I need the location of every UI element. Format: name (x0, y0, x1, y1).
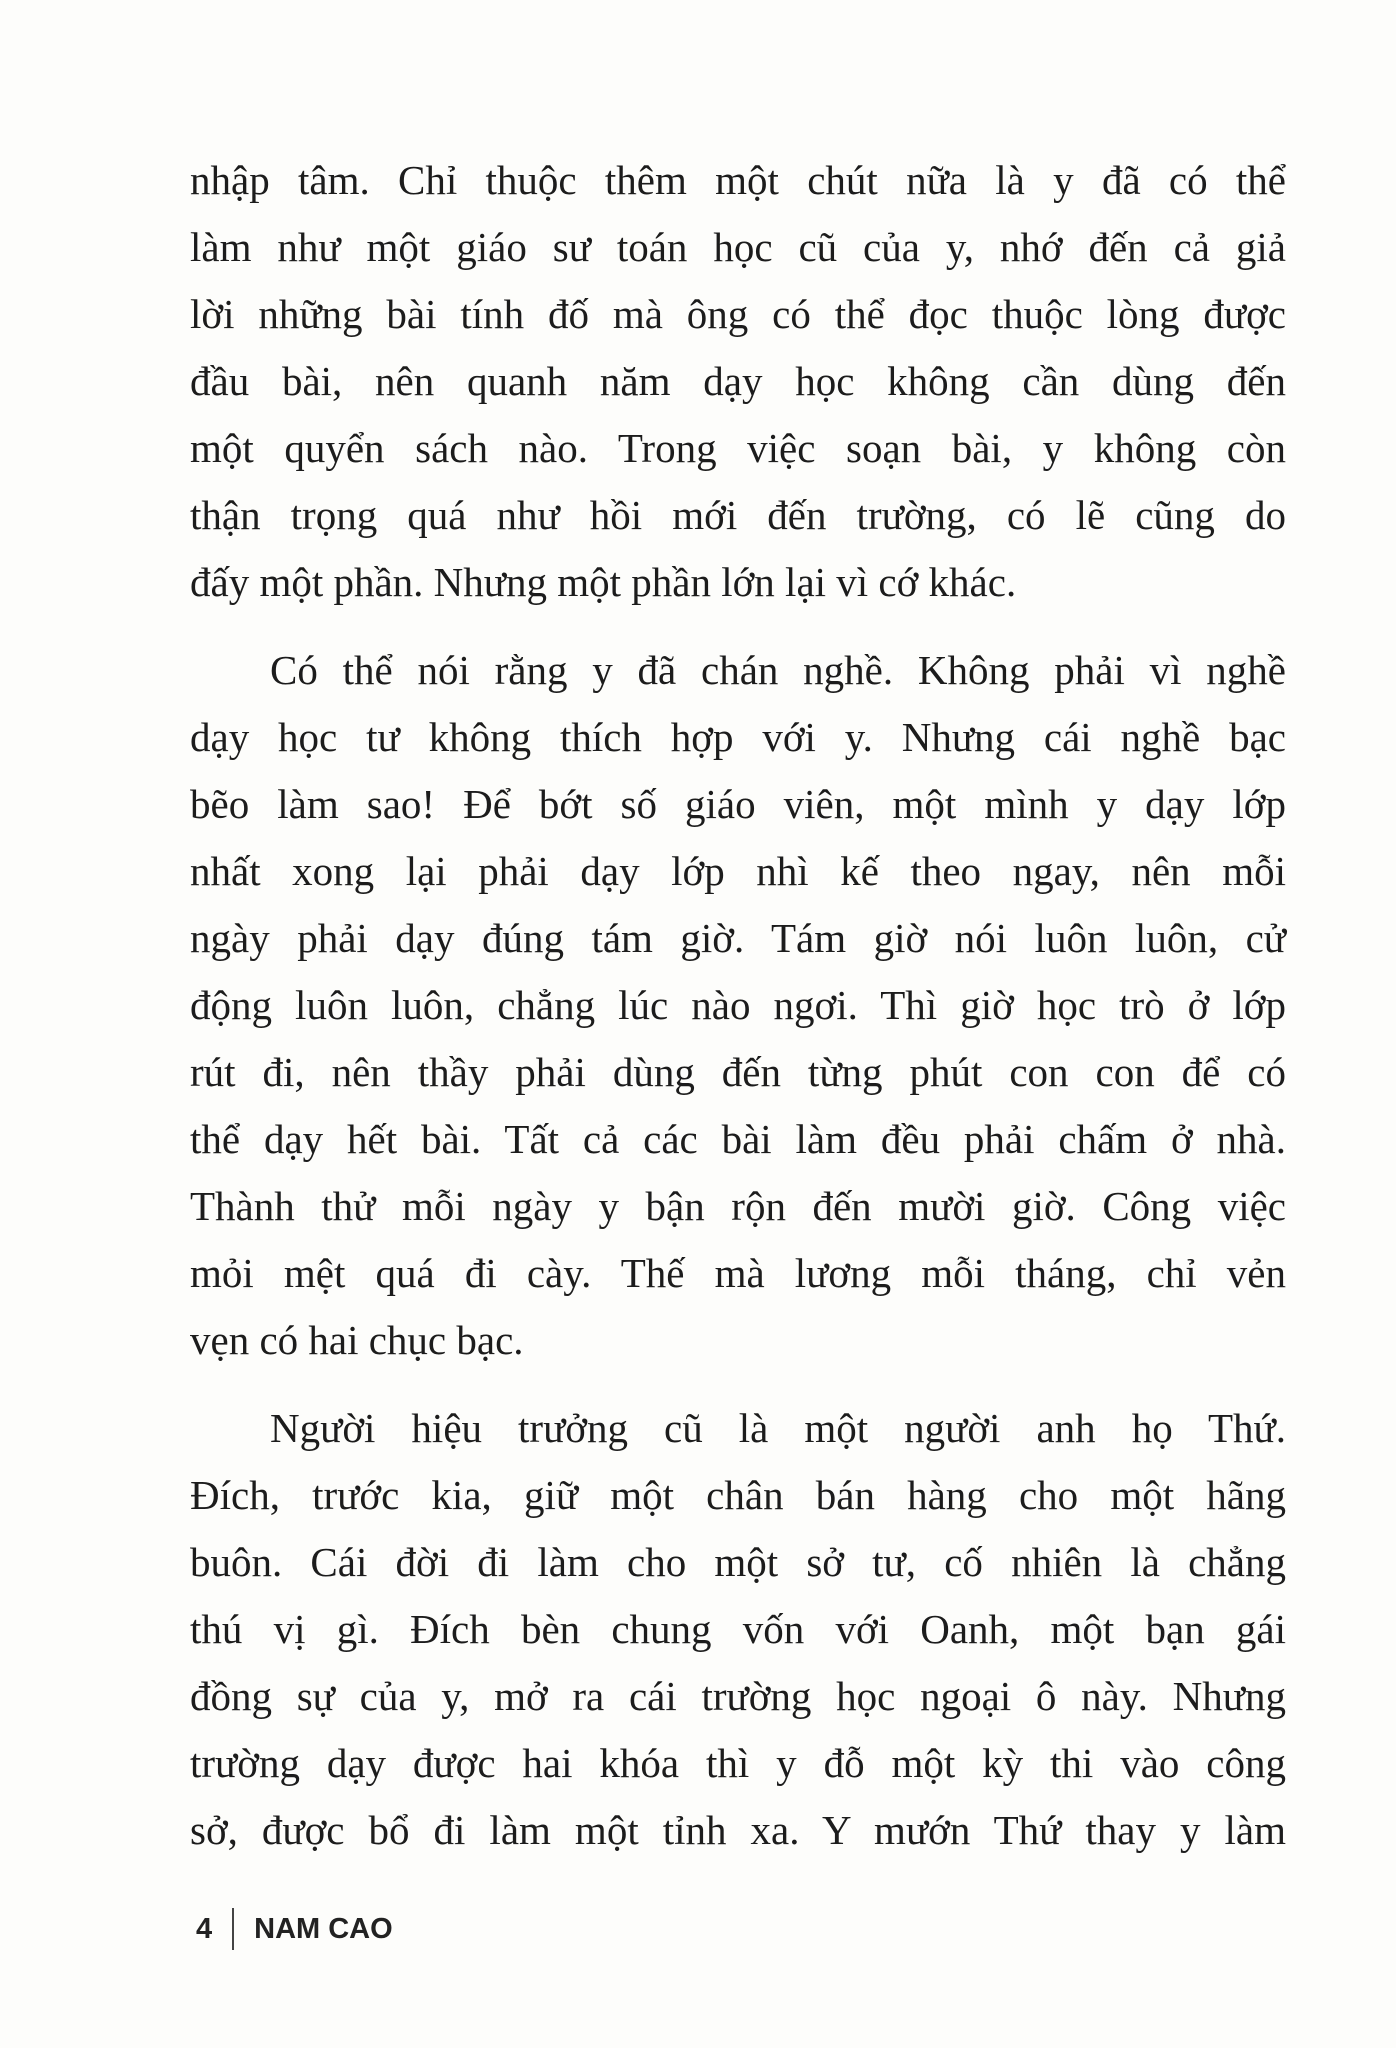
text-line: dạy học tư không thích hợp với y. Nhưng cái nghề bạc (190, 714, 1286, 760)
page-footer (196, 1908, 393, 1950)
text-line: buôn. Cái đời đi làm cho một sở tư, cố nhiên là chẳng (190, 1539, 1286, 1585)
page-number: 4 (196, 1912, 213, 1945)
text-line: rút đi, nên thầy phải dùng đến từng phút con con để có (190, 1049, 1286, 1095)
text-line: Thành thử mỗi ngày y bận rộn đến mười giờ. Công việc (190, 1183, 1286, 1229)
text-line: nhập tâm. Chỉ thuộc thêm một chút nữa là y đã có thể (190, 157, 1286, 203)
text-line: đấy một phần. Nhưng một phần lớn lại vì cớ khác. (190, 559, 1017, 605)
text-line: thú vị gì. Đích bèn chung vốn với Oanh, một bạn gái (190, 1606, 1286, 1652)
text-line: ngày phải dạy đúng tám giờ. Tám giờ nói luôn luôn, cử (190, 915, 1286, 961)
text-line: trường dạy được hai khóa thì y đỗ một kỳ thi vào công (190, 1740, 1286, 1786)
text-line: lời những bài tính đố mà ông có thể đọc thuộc lòng được (190, 291, 1286, 337)
paragraph-2 (190, 637, 1286, 1374)
text-line: làm như một giáo sư toán học cũ của y, nhớ đến cả giả (190, 224, 1286, 270)
text-line: một quyển sách nào. Trong việc soạn bài, y không còn (190, 425, 1286, 471)
text-line: sở, được bổ đi làm một tỉnh xa. Y mướn Thứ thay y làm (190, 1807, 1286, 1853)
text-line: mỏi mệt quá đi cày. Thế mà lương mỗi tháng, chỉ vẻn (190, 1250, 1286, 1296)
text-line: Có thể nói rằng y đã chán nghề. Không phải vì nghề (270, 647, 1286, 693)
text-line: đồng sự của y, mở ra cái trường học ngoại ô này. Nhưng (190, 1673, 1286, 1719)
text-line: bẽo làm sao! Để bớt số giáo viên, một mình y dạy lớp (190, 781, 1286, 827)
text-line: Đích, trước kia, giữ một chân bán hàng cho một hãng (190, 1472, 1286, 1518)
book-page-text (190, 147, 1286, 1885)
author-name: NAM CAO (254, 1912, 393, 1945)
footer-divider (232, 1908, 234, 1950)
text-line: Người hiệu trưởng cũ là một người anh họ Thứ. (270, 1405, 1286, 1451)
text-line: đầu bài, nên quanh năm dạy học không cần dùng đến (190, 358, 1286, 404)
text-line: vẹn có hai chục bạc. (190, 1317, 524, 1363)
text-line: động luôn luôn, chẳng lúc nào ngơi. Thì giờ học trò ở lớp (190, 982, 1286, 1028)
text-line: thể dạy hết bài. Tất cả các bài làm đều phải chấm ở nhà. (190, 1116, 1286, 1162)
paragraph-3 (190, 1395, 1286, 1864)
text-line: nhất xong lại phải dạy lớp nhì kế theo ngay, nên mỗi (190, 848, 1286, 894)
paragraph-1 (190, 147, 1286, 616)
text-line: thận trọng quá như hồi mới đến trường, có lẽ cũng do (190, 492, 1286, 538)
